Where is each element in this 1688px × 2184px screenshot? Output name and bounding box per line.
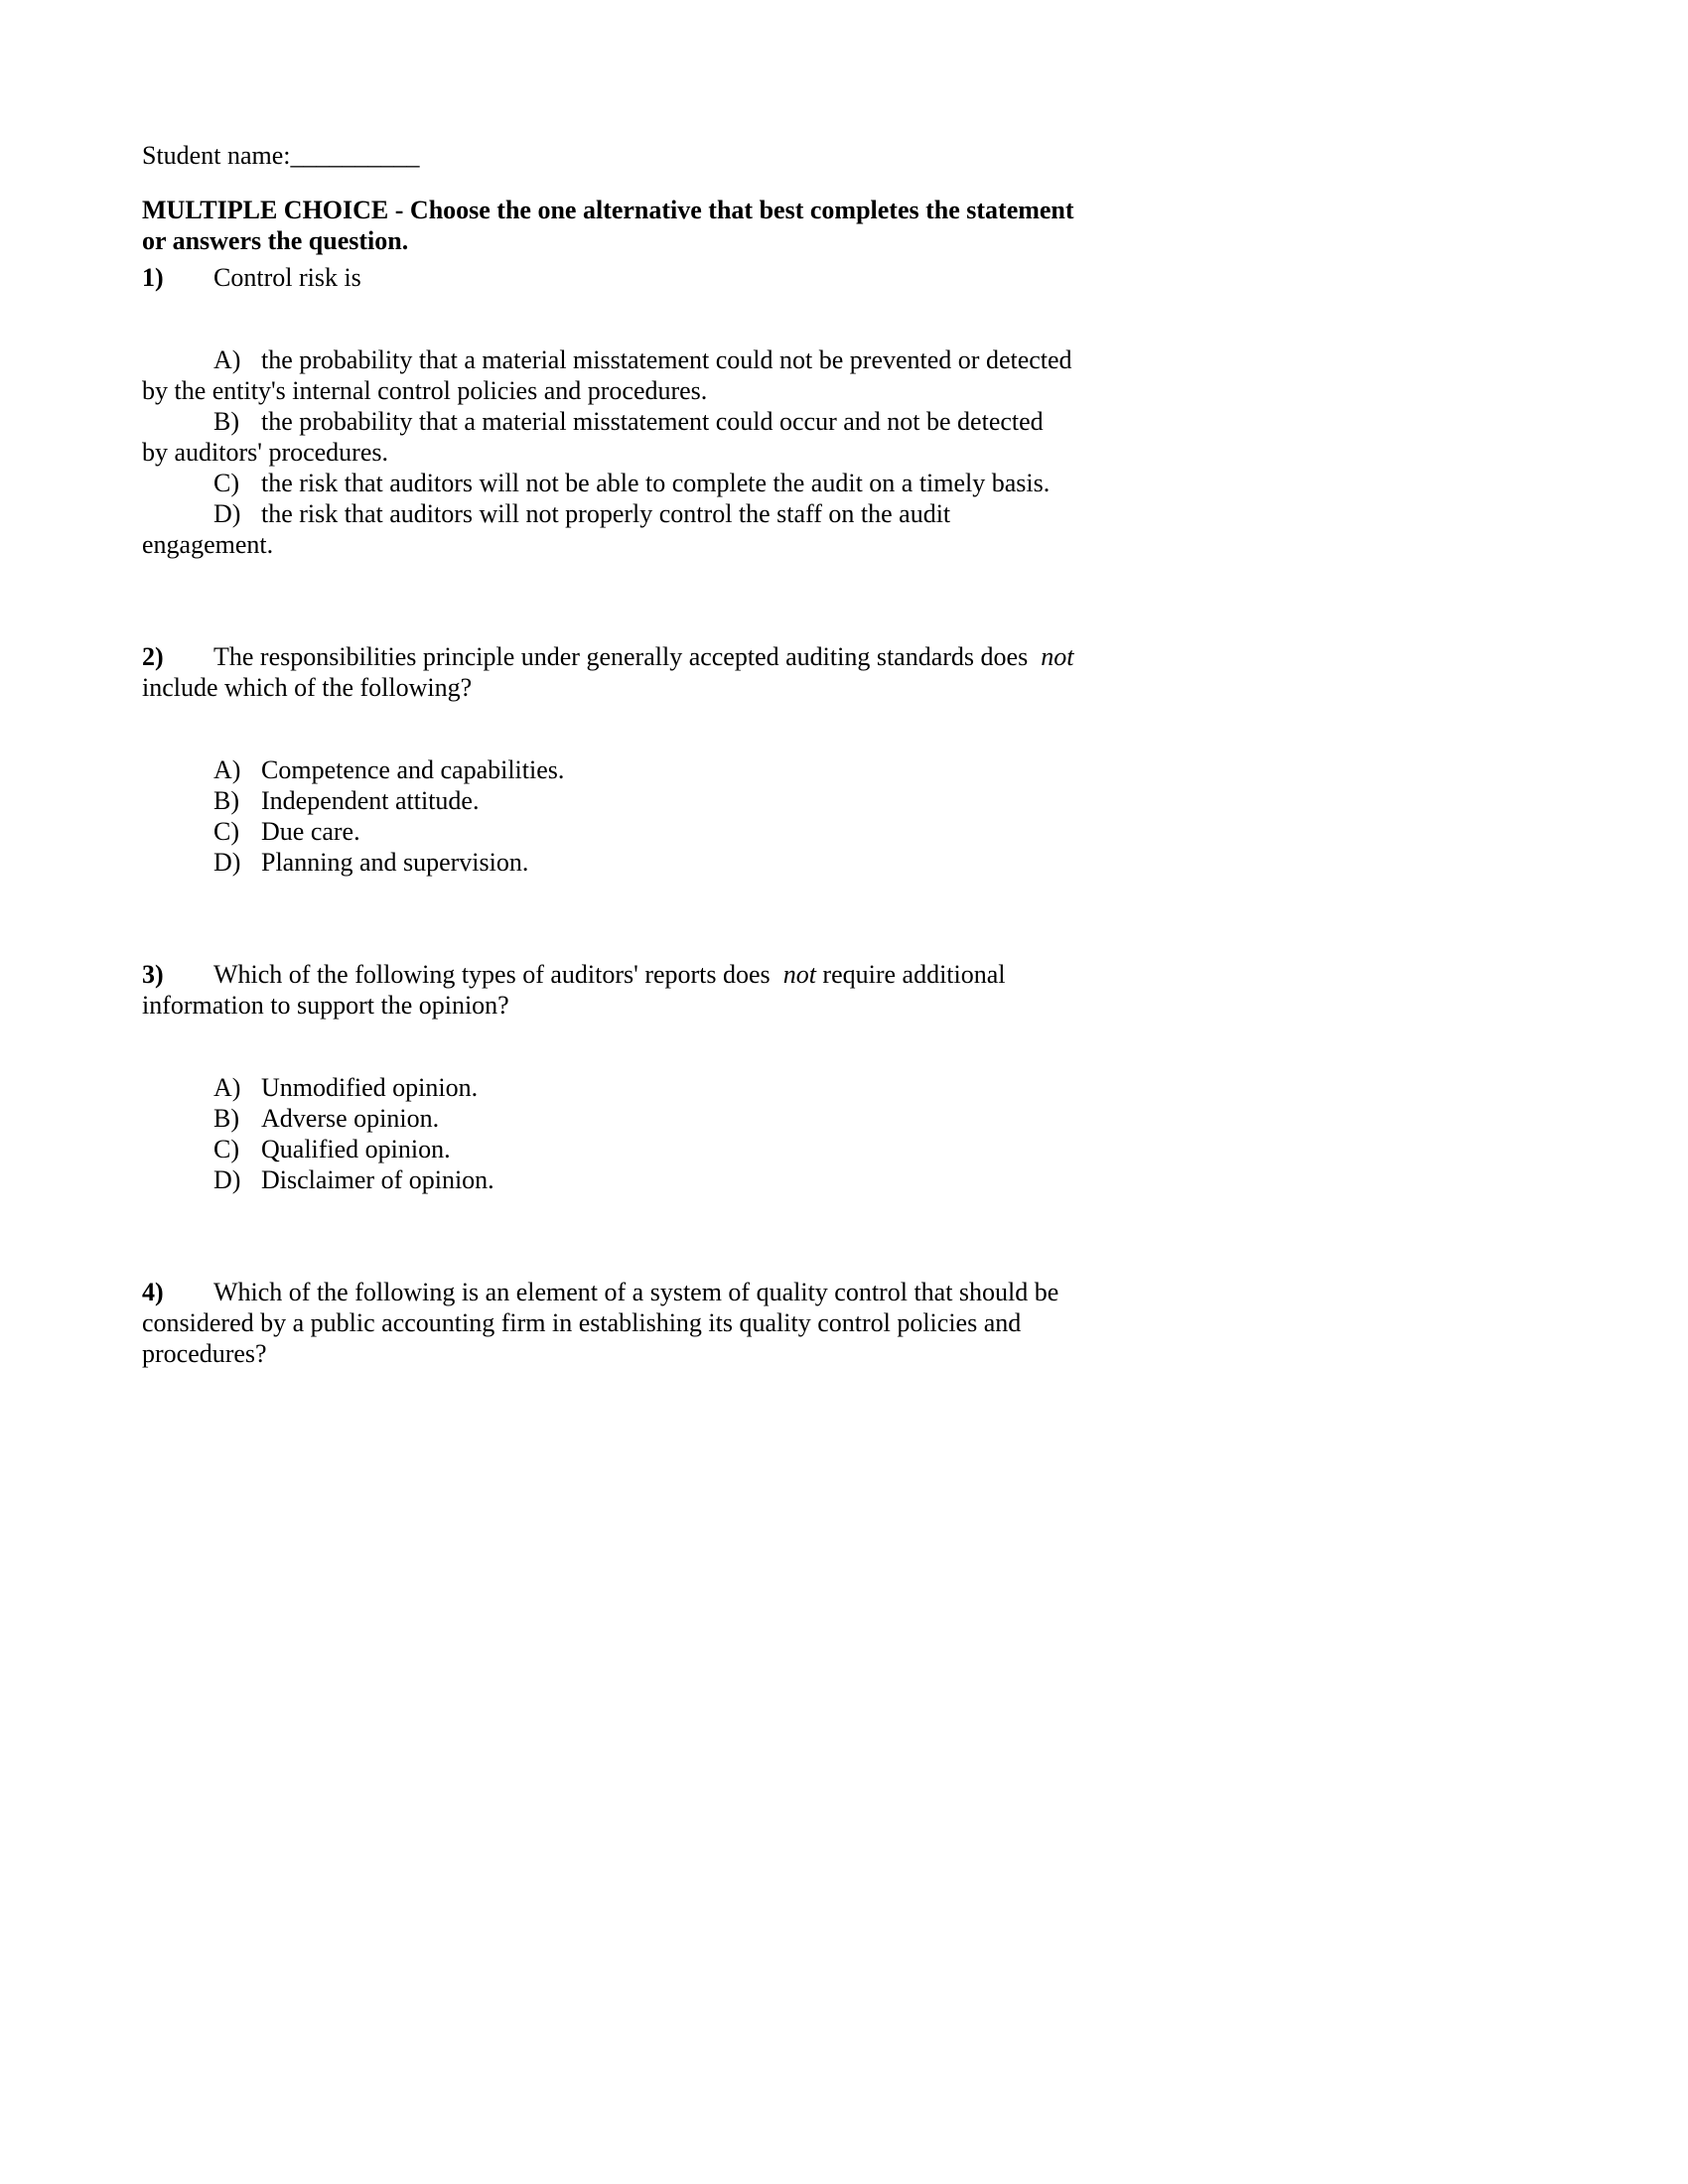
question-block	[142, 1277, 1075, 1369]
question-number: 3)	[142, 960, 164, 989]
option-text: Disclaimer of opinion.	[261, 1165, 494, 1194]
question-number: 4)	[142, 1278, 164, 1306]
option-text: Independent attitude.	[261, 786, 480, 815]
instructions-header: MULTIPLE CHOICE - Choose the one alternative that best completes the statement or answers the question.	[142, 196, 1074, 255]
option-text: the probability that a material misstatement could not be prevented or detected by the entity's internal control policies and procedures.	[142, 345, 1072, 405]
option-label: C)	[213, 1135, 239, 1163]
option-text: Adverse opinion.	[261, 1104, 440, 1133]
answer-option	[142, 847, 1075, 878]
stem-segment: Which of the following is an element of a system of quality control that should be considered by a public accounting firm in establishing its quality control policies and procedures?	[142, 1278, 1065, 1368]
question-stem-text	[142, 642, 1080, 702]
answer-option	[142, 468, 1075, 498]
answer-option	[142, 1103, 1075, 1134]
question-stem-text	[213, 263, 361, 292]
stem-segment: The responsibilities principle under generally accepted auditing standards does	[213, 642, 1042, 671]
question-options	[142, 754, 1075, 878]
question-block	[142, 959, 1075, 1195]
question-block	[142, 641, 1080, 878]
option-label: B)	[213, 407, 239, 436]
question-block	[142, 262, 1075, 560]
option-text: Competence and capabilities.	[261, 755, 565, 784]
stem-segment: Which of the following types of auditors' reports does	[213, 960, 783, 989]
answer-option	[142, 498, 1075, 560]
question-options	[142, 344, 1075, 560]
option-text: the risk that auditors will not be able to complete the audit on a timely basis.	[261, 469, 1051, 497]
question-stem	[142, 1277, 1075, 1369]
question-stem-text	[142, 1278, 1065, 1368]
stem-segment: require additional information to support the opinion?	[142, 960, 1013, 1020]
student-name-line: Student name:__________	[142, 141, 420, 170]
answer-option	[142, 1134, 1075, 1164]
question-number: 1)	[142, 263, 164, 292]
option-label: C)	[213, 817, 239, 846]
question-number: 2)	[142, 642, 164, 671]
option-text: the probability that a material misstatement could occur and not be detected by auditors' procedures.	[142, 407, 1044, 467]
stem-segment: include which of the following?	[142, 642, 1080, 702]
document-page	[0, 0, 1080, 1369]
option-text: Unmodified opinion.	[261, 1073, 479, 1102]
option-label: D)	[213, 848, 241, 877]
questions	[142, 262, 1080, 1369]
option-label: A)	[213, 1073, 241, 1102]
stem-segment: Control risk is	[213, 263, 361, 292]
option-label: C)	[213, 469, 239, 497]
question-options	[142, 1072, 1075, 1195]
question-stem	[142, 959, 1075, 1021]
option-label: B)	[213, 1104, 239, 1133]
option-label: A)	[213, 345, 241, 374]
option-label: D)	[213, 499, 241, 528]
option-text: Planning and supervision.	[261, 848, 529, 877]
answer-option	[142, 406, 1075, 468]
stem-italic-segment: not	[782, 960, 816, 989]
answer-option	[142, 1072, 1075, 1103]
option-label: D)	[213, 1165, 241, 1194]
option-text: Qualified opinion.	[261, 1135, 451, 1163]
answer-option	[142, 344, 1075, 406]
answer-option	[142, 816, 1075, 847]
question-stem	[142, 262, 1075, 293]
stem-italic-segment: not	[1041, 642, 1074, 671]
answer-option	[142, 1164, 1075, 1195]
answer-option	[142, 785, 1075, 816]
question-stem-text	[142, 960, 1012, 1020]
question-stem	[142, 641, 1080, 703]
option-label: A)	[213, 755, 241, 784]
answer-option	[142, 754, 1075, 785]
option-label: B)	[213, 786, 239, 815]
option-text: the risk that auditors will not properly control the staff on the audit engagement.	[142, 499, 951, 559]
option-text: Due care.	[261, 817, 360, 846]
